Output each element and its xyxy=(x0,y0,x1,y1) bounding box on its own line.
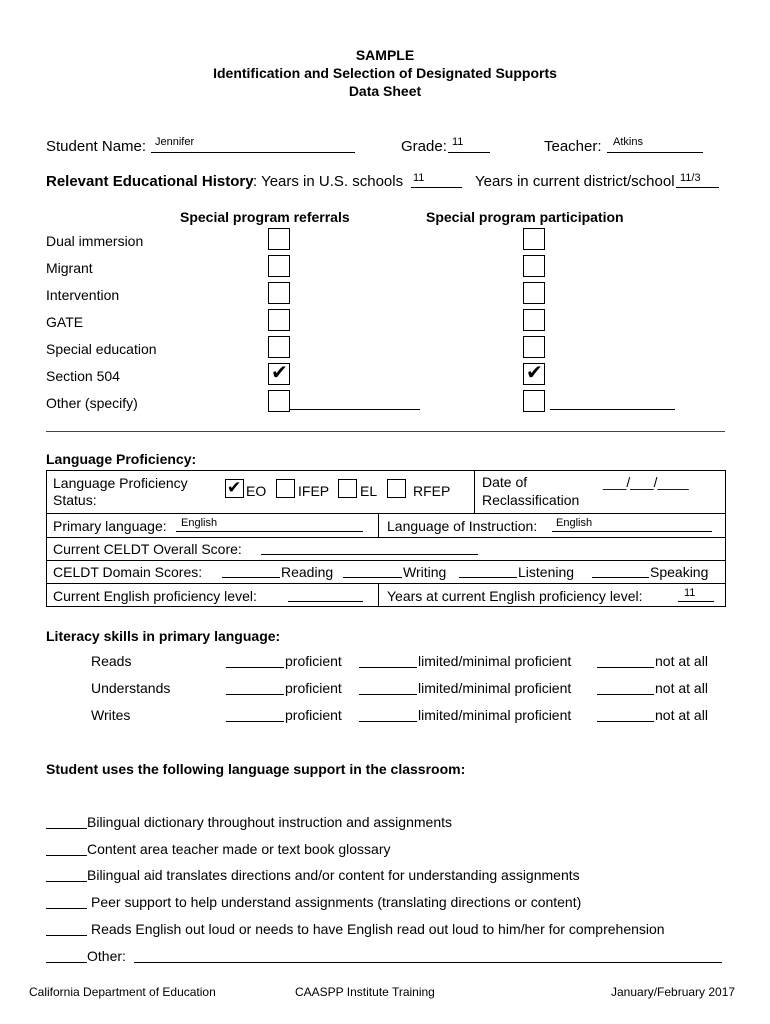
history-label: Relevant Educational History xyxy=(46,173,254,190)
participation-checkbox[interactable] xyxy=(523,336,545,358)
status-eo-label: EO xyxy=(246,483,267,499)
reclass-label-2: Reclassification xyxy=(482,492,580,508)
status-rfep-checkbox[interactable] xyxy=(387,479,406,498)
instruction-language-label: Language of Instruction: xyxy=(387,518,538,534)
writing-label: Writing xyxy=(403,564,447,580)
program-label: Special education xyxy=(46,341,157,357)
participation-checkbox[interactable] xyxy=(523,255,545,277)
teacher-label: Teacher: xyxy=(544,138,602,155)
footer-center: CAASPP Institute Training xyxy=(295,985,435,999)
student-name-field[interactable] xyxy=(151,152,355,153)
section-divider xyxy=(46,431,725,432)
support-check-field[interactable] xyxy=(46,828,87,829)
program-label: GATE xyxy=(46,314,84,330)
support-item-label: Bilingual dictionary throughout instruction and assignments xyxy=(87,814,452,830)
status-ifep-checkbox[interactable] xyxy=(276,479,295,498)
limited-field[interactable] xyxy=(359,667,417,668)
listening-field[interactable] xyxy=(459,577,517,578)
literacy-row-label: Reads xyxy=(91,653,132,669)
support-check-field[interactable] xyxy=(46,881,87,882)
celdt-overall-field[interactable] xyxy=(261,554,478,555)
proficient-label: proficient xyxy=(285,680,342,696)
grade-value: 11 xyxy=(452,136,464,148)
referral-checkbox[interactable] xyxy=(268,228,290,250)
literacy-row-label: Understands xyxy=(91,680,171,696)
limited-field[interactable] xyxy=(359,721,417,722)
limited-field[interactable] xyxy=(359,694,417,695)
participation-checkbox[interactable] xyxy=(523,390,545,412)
participation-checkbox[interactable] xyxy=(523,282,545,304)
referrals-header: Special program referrals xyxy=(180,209,350,225)
years-level-value: 11 xyxy=(684,587,696,599)
literacy-heading: Literacy skills in primary language: xyxy=(46,628,281,644)
grade-label: Grade: xyxy=(401,138,447,155)
not-at-all-label: not at all xyxy=(655,653,708,669)
status-eo-checkbox[interactable] xyxy=(225,479,244,498)
instruction-language-value: English xyxy=(556,517,593,529)
support-item-label: Reads English out loud or needs to have English read out loud to him/her for comprehension xyxy=(91,921,665,937)
speaking-label: Speaking xyxy=(650,564,709,580)
instruction-language-field[interactable] xyxy=(552,531,712,532)
support-heading: Student uses the following language support in the classroom: xyxy=(46,761,466,777)
literacy-row-label: Writes xyxy=(91,707,131,723)
primary-language-value: English xyxy=(181,517,218,529)
language-heading: Language Proficiency: xyxy=(46,451,197,467)
years-us-label: : Years in U.S. schools xyxy=(253,173,404,190)
writing-field[interactable] xyxy=(343,577,402,578)
reading-label: Reading xyxy=(281,564,334,580)
status-el-label: EL xyxy=(360,483,378,499)
student-name-label: Student Name: xyxy=(46,138,147,155)
proficient-label: proficient xyxy=(285,707,342,723)
status-label-1: Language Proficiency xyxy=(53,475,188,491)
support-check-field[interactable] xyxy=(46,962,87,963)
referral-checkbox[interactable] xyxy=(268,255,290,277)
reading-field[interactable] xyxy=(222,577,280,578)
status-el-checkbox[interactable] xyxy=(338,479,357,498)
teacher-value: Atkins xyxy=(613,136,643,148)
not-at-all-field[interactable] xyxy=(597,694,654,695)
current-level-field[interactable] xyxy=(288,601,363,602)
support-item-label: Peer support to help understand assignments (translating directions or content) xyxy=(91,894,582,910)
participation-checkbox[interactable] xyxy=(523,309,545,331)
proficient-field[interactable] xyxy=(226,667,284,668)
program-label: Other (specify) xyxy=(46,395,138,411)
proficient-field[interactable] xyxy=(226,721,284,722)
referral-checkbox[interactable] xyxy=(268,282,290,304)
celdt-overall-label: Current CELDT Overall Score: xyxy=(53,541,242,557)
reclass-date-field[interactable]: ___/___/____ xyxy=(603,474,689,490)
current-level-label: Current English proficiency level: xyxy=(53,588,257,604)
limited-label: limited/minimal proficient xyxy=(418,680,572,696)
reclass-label-1: Date of xyxy=(482,474,528,490)
celdt-domain-label: CELDT Domain Scores: xyxy=(53,564,203,580)
referral-checkbox[interactable] xyxy=(268,390,290,412)
referral-checkbox[interactable] xyxy=(268,336,290,358)
support-item-label: Bilingual aid translates directions and/or content for understanding assignments xyxy=(87,867,580,883)
years-us-field[interactable] xyxy=(411,187,462,188)
program-label: Section 504 xyxy=(46,368,120,384)
footer-right: January/February 2017 xyxy=(611,985,736,999)
doc-subtitle: Data Sheet xyxy=(348,83,422,99)
primary-language-label: Primary language: xyxy=(53,518,167,534)
participation-header: Special program participation xyxy=(426,209,624,225)
grade-field[interactable] xyxy=(448,152,490,153)
student-name-value: Jennifer xyxy=(155,136,195,148)
not-at-all-field[interactable] xyxy=(597,721,654,722)
participation-checkbox[interactable] xyxy=(523,228,545,250)
other-support-line[interactable] xyxy=(134,962,722,963)
referral-checkbox[interactable] xyxy=(268,309,290,331)
support-check-field[interactable] xyxy=(46,908,87,909)
not-at-all-label: not at all xyxy=(655,680,708,696)
listening-label: Listening xyxy=(518,564,575,580)
years-district-field[interactable] xyxy=(676,187,719,188)
referral-checkbox[interactable] xyxy=(268,363,290,385)
primary-language-field[interactable] xyxy=(176,531,363,532)
footer-left: California Department of Education xyxy=(29,985,216,999)
doc-title-sample: SAMPLE xyxy=(355,47,415,63)
other-participation-line[interactable] xyxy=(550,409,675,410)
teacher-field[interactable] xyxy=(607,152,703,153)
years-level-label: Years at current English proficiency level: xyxy=(387,588,643,604)
participation-checkbox[interactable] xyxy=(523,363,545,385)
years-us-value: 11 xyxy=(413,172,425,184)
limited-label: limited/minimal proficient xyxy=(418,707,572,723)
speaking-field[interactable] xyxy=(592,577,649,578)
proficient-label: proficient xyxy=(285,653,342,669)
support-check-field[interactable] xyxy=(46,855,87,856)
program-label: Migrant xyxy=(46,260,93,276)
support-item-label: Content area teacher made or text book glossary xyxy=(87,841,391,857)
status-ifep-label: IFEP xyxy=(298,483,330,499)
status-rfep-label: RFEP xyxy=(413,483,451,499)
years-level-field[interactable] xyxy=(678,601,714,602)
years-district-label: Years in current district/school xyxy=(475,173,675,190)
proficient-field[interactable] xyxy=(226,694,284,695)
not-at-all-label: not at all xyxy=(655,707,708,723)
status-label-2: Status: xyxy=(53,492,97,508)
doc-title: Identification and Selection of Designated Supports xyxy=(213,65,557,81)
support-check-field[interactable] xyxy=(46,935,87,936)
other-referral-line[interactable] xyxy=(290,409,420,410)
support-item-label: Other: xyxy=(87,948,126,964)
program-label: Dual immersion xyxy=(46,233,144,249)
program-label: Intervention xyxy=(46,287,120,303)
limited-label: limited/minimal proficient xyxy=(418,653,572,669)
years-district-value: 11/3 xyxy=(680,172,701,184)
not-at-all-field[interactable] xyxy=(597,667,654,668)
